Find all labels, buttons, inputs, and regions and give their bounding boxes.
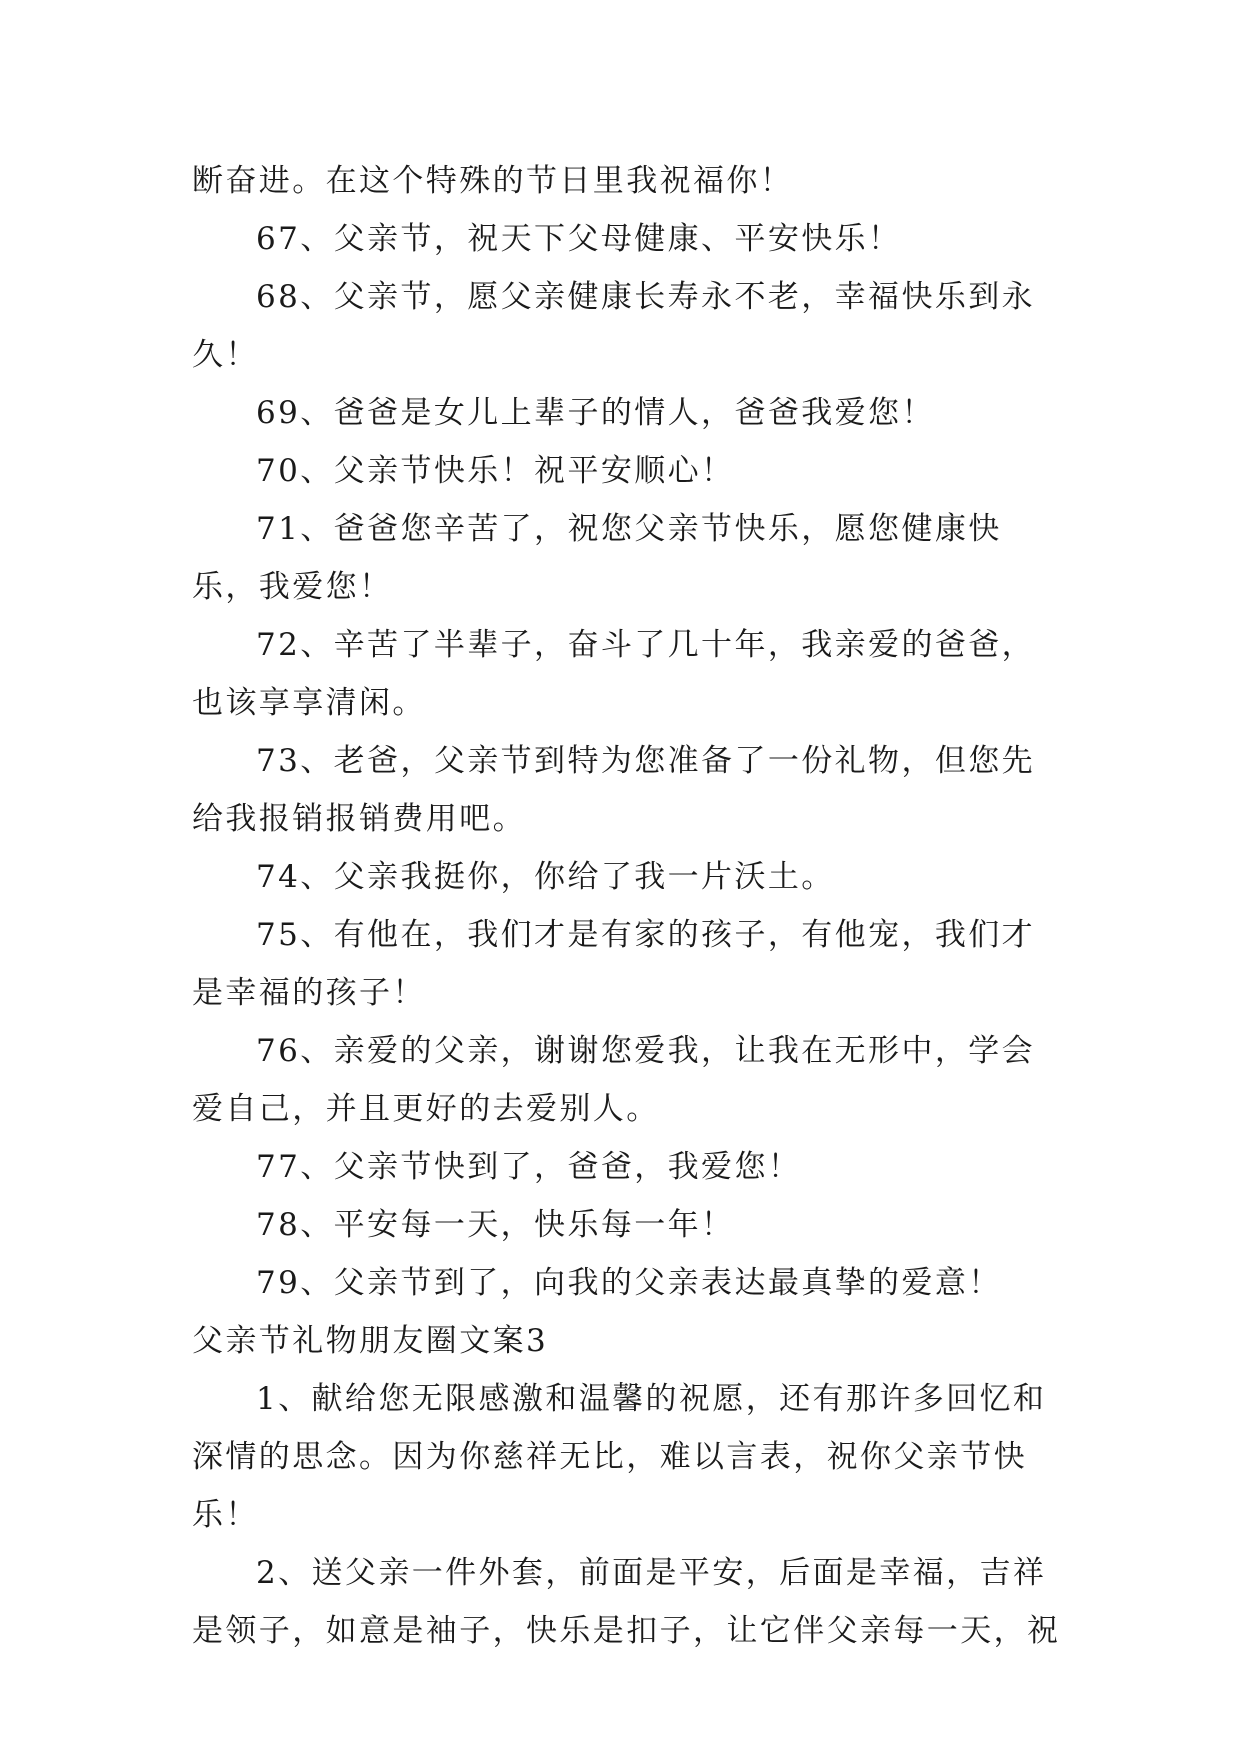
paragraph-75: 75、有他在，我们才是有家的孩子，有他宠，我们才是幸福的孩子！ — [192, 917, 1036, 1011]
paragraph-continuation: 断奋进。在这个特殊的节日里我祝福你！ — [192, 163, 794, 199]
paragraph-78: 78、平安每一天，快乐每一年！ — [256, 1207, 735, 1243]
paragraph-71: 71、爸爸您辛苦了，祝您父亲节快乐，愿您健康快乐，我爱您！ — [192, 511, 1002, 605]
paragraph-76: 76、亲爱的父亲，谢谢您爱我，让我在无形中，学会爱自己，并且更好的去爱别人。 — [192, 1033, 1036, 1127]
document-body — [192, 152, 1062, 1660]
paragraph-74: 74、父亲我挺你，你给了我一片沃土。 — [256, 859, 835, 895]
section-paragraph-1: 1、献给您无限感激和温馨的祝愿，还有那许多回忆和深情的思念。因为你慈祥无比，难以言表，祝你父亲节快乐！ — [192, 1381, 1047, 1533]
paragraph-67: 67、父亲节，祝天下父母健康、平安快乐！ — [256, 221, 902, 257]
section-paragraph-2: 2、送父亲一件外套，前面是平安，后面是幸福，吉祥是领子，如意是袖子，快乐是扣子，让它伴父亲每一天，祝 — [192, 1555, 1061, 1649]
paragraph-79: 79、父亲节到了，向我的父亲表达最真挚的爱意！ — [256, 1265, 1002, 1301]
paragraph-68: 68、父亲节，愿父亲健康长寿永不老，幸福快乐到永久！ — [192, 279, 1036, 373]
paragraph-69: 69、爸爸是女儿上辈子的情人，爸爸我爱您！ — [256, 395, 935, 431]
paragraph-77: 77、父亲节快到了，爸爸，我爱您！ — [256, 1149, 802, 1185]
paragraph-70: 70、父亲节快乐！祝平安顺心！ — [256, 453, 735, 489]
paragraph-72: 72、辛苦了半辈子，奋斗了几十年，我亲爱的爸爸，也该享享清闲。 — [192, 627, 1036, 721]
section-heading: 父亲节礼物朋友圈文案3 — [192, 1323, 549, 1359]
paragraph-73: 73、老爸，父亲节到特为您准备了一份礼物，但您先给我报销报销费用吧。 — [192, 743, 1036, 837]
